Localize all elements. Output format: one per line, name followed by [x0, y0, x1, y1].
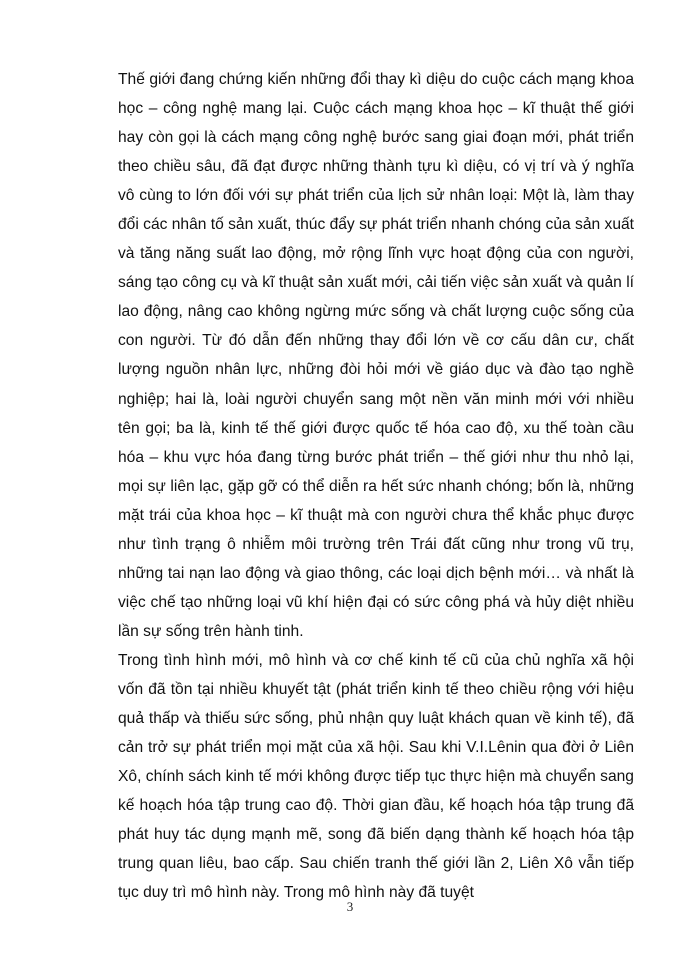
paragraph-1: Thế giới đang chứng kiến những đổi thay kì diệu do cuộc cách mạng khoa học – công nghệ mang lại. Cuộc cách mạng khoa học – kĩ thuật thế giới hay còn gọi là cách mạng công nghệ bước sang giai đoạn mới, phát triển theo chiều sâu, đã đạt được những thành tựu kì diệu, có vị trí và ý nghĩa vô cùng to lớn đối với sự phát triển của lịch sử nhân loại: Một là, làm thay đổi các nhân tố sản xuất, thúc đẩy sự phát triển nhanh chóng của sản xuất và tăng năng suất lao động, mở rộng lĩnh vực hoạt động của con người, sáng tạo công cụ và kĩ thuật sản xuất mới, cải tiến việc sản xuất và quản lí lao động, nâng cao không ngừng mức sống và chất lượng cuộc sống của con người. Từ đó dẫn đến những thay đổi lớn về cơ cấu dân cư, chất lượng nguồn nhân lực, những đòi hỏi mới về giáo dục và đào tạo nghề nghiệp; hai là, loài người chuyển sang một nền văn minh mới với nhiều tên gọi; ba là, kinh tế thế giới được quốc tế hóa cao độ, xu thế toàn cầu hóa – khu vực hóa đang từng bước phát triển – thế giới như thu nhỏ lại, mọi sự liên lạc, gặp gỡ có thể diễn ra hết sức nhanh chóng; bốn là, những mặt trái của khoa học – kĩ thuật mà con người chưa thể khắc phục được như tình trạng ô nhiễm môi trường trên Trái đất cũng như trong vũ trụ, những tai nạn lao động và giao thông, các loại dịch bệnh mới… và nhất là việc chế tạo những loại vũ khí hiện đại có sức công phá và hủy diệt nhiều lần sự sống trên hành tinh.: [118, 71, 634, 640]
body-text: [118, 65, 634, 907]
paragraph-2: Trong tình hình mới, mô hình và cơ chế kinh tế cũ của chủ nghĩa xã hội vốn đã tồn tại nhiều khuyết tật (phát triển kinh tế theo chiều rộng với hiệu quả thấp và thiếu sức sống, phủ nhận quy luật khách quan về kinh tế), đã cản trở sự phát triển mọi mặt của xã hội. Sau khi V.I.Lênin qua đời ở Liên Xô, chính sách kinh tế mới không được tiếp tục thực hiện mà chuyển sang kế hoạch hóa tập trung cao độ. Thời gian đầu, kế hoạch hóa tập trung đã phát huy tác dụng mạnh mẽ, song đã biến dạng thành kế hoạch hóa tập trung quan liêu, bao cấp. Sau chiến tranh thế giới lần 2, Liên Xô vẫn tiếp tục duy trì mô hình này. Trong mô hình này đã tuyệt: [118, 651, 634, 902]
page-number: 3: [346, 899, 354, 914]
